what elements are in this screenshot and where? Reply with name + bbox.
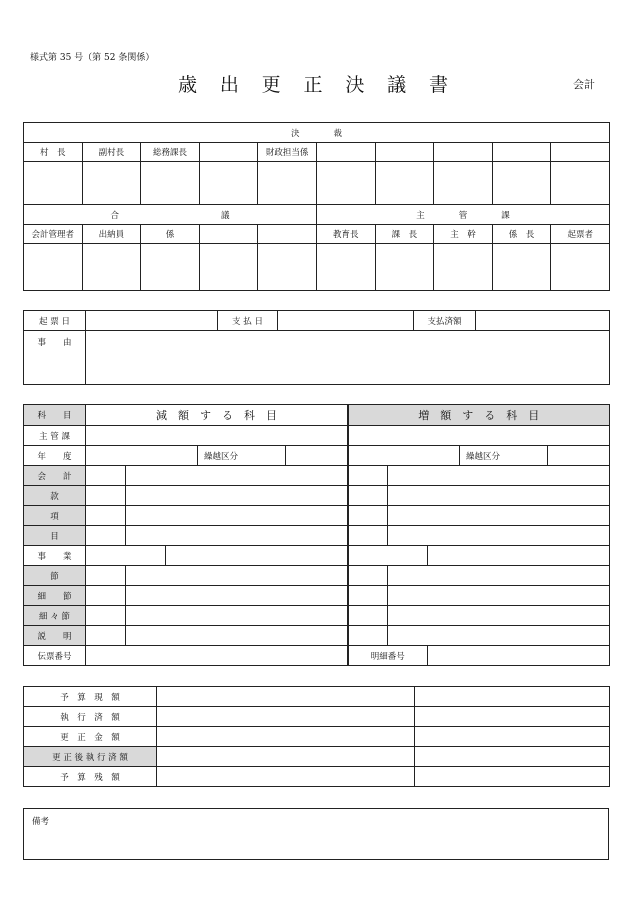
shiharai-zumi-label: 支払済額	[414, 311, 476, 331]
budget-decrease-field[interactable]	[157, 687, 415, 707]
meisai-field[interactable]	[428, 646, 610, 666]
dec-name-field[interactable]	[126, 606, 348, 626]
shiharai-bi-label: 支 払 日	[218, 311, 278, 331]
approver-label: 会計管理者	[24, 225, 83, 244]
inc-name-field[interactable]	[388, 566, 610, 586]
stamp-box[interactable]	[24, 244, 83, 291]
inc-jigyo-code[interactable]	[348, 546, 428, 566]
approver-label: 係 長	[492, 225, 551, 244]
dec-name-field[interactable]	[126, 486, 348, 506]
dec-nendo-field[interactable]	[86, 446, 198, 466]
stamp-box[interactable]	[434, 244, 493, 291]
dec-code-field[interactable]	[86, 566, 126, 586]
gougi-header: 合 議	[24, 205, 317, 225]
inc-shukan-field[interactable]	[348, 426, 610, 446]
stamp-box[interactable]	[82, 162, 141, 205]
dec-name-field[interactable]	[126, 506, 348, 526]
inc-kurikoshi-label: 繰越区分	[460, 446, 548, 466]
dec-shukan-field[interactable]	[86, 426, 348, 446]
decrease-header: 減 額 す る 科 目	[86, 405, 348, 426]
stamp-box[interactable]	[434, 162, 493, 205]
budget-table	[23, 686, 610, 787]
subject-row-label: 主 管 課	[24, 426, 86, 446]
dec-kurikoshi-field[interactable]	[286, 446, 348, 466]
title-char: 書	[428, 74, 448, 96]
jiyu-field[interactable]	[86, 331, 610, 385]
subject-row-label: 細 節	[24, 586, 86, 606]
subject-row-label: 会 計	[24, 466, 86, 486]
budget-increase-field[interactable]	[415, 767, 610, 787]
budget-increase-field[interactable]	[415, 727, 610, 747]
kihyo-bi-field[interactable]	[86, 311, 218, 331]
approver-label	[258, 225, 317, 244]
approver-label: 起票者	[551, 225, 610, 244]
dec-name-field[interactable]	[126, 566, 348, 586]
approver-label: 係	[141, 225, 200, 244]
inc-code-field[interactable]	[348, 626, 388, 646]
stamp-box[interactable]	[258, 244, 317, 291]
subject-row-label: 伝票番号	[24, 646, 86, 666]
budget-row-label: 予 算 残 額	[24, 767, 157, 787]
shiharai-zumi-field[interactable]	[476, 311, 610, 331]
budget-increase-field[interactable]	[415, 687, 610, 707]
form-number: 様式第 35 号（第 52 条関係）	[30, 53, 155, 63]
approver-label: 出納員	[82, 225, 141, 244]
stamp-box[interactable]	[199, 244, 258, 291]
shiharai-bi-field[interactable]	[278, 311, 414, 331]
inc-code-field[interactable]	[348, 526, 388, 546]
title-char: 正	[303, 74, 323, 96]
stamp-box[interactable]	[375, 162, 434, 205]
title-char: 議	[387, 74, 407, 96]
inc-code-field[interactable]	[348, 586, 388, 606]
dec-name-field[interactable]	[126, 586, 348, 606]
approver-label	[316, 143, 375, 162]
budget-row-label: 予 算 現 額	[24, 687, 157, 707]
budget-increase-field[interactable]	[415, 747, 610, 767]
stamp-box[interactable]	[141, 244, 200, 291]
approver-label: 課 長	[375, 225, 434, 244]
dec-code-field[interactable]	[86, 606, 126, 626]
inc-name-field[interactable]	[388, 466, 610, 486]
stamp-box[interactable]	[316, 244, 375, 291]
dec-code-field[interactable]	[86, 486, 126, 506]
budget-decrease-field[interactable]	[157, 727, 415, 747]
approver-label: 総務課長	[141, 143, 200, 162]
approver-label	[375, 143, 434, 162]
approver-label: 主 幹	[434, 225, 493, 244]
memo-label: 備考	[32, 817, 50, 827]
page-title	[178, 70, 448, 97]
title-char: 歳	[178, 74, 198, 96]
title-char: 決	[345, 74, 365, 96]
dec-kurikoshi-label: 繰越区分	[198, 446, 286, 466]
approver-label	[551, 143, 610, 162]
budget-row-label: 執 行 済 額	[24, 707, 157, 727]
dec-jigyo-code[interactable]	[86, 546, 166, 566]
inc-name-field[interactable]	[388, 606, 610, 626]
budget-increase-field[interactable]	[415, 707, 610, 727]
dec-code-field[interactable]	[86, 626, 126, 646]
budget-decrease-field[interactable]	[157, 707, 415, 727]
subject-row-label: 節	[24, 566, 86, 586]
subjects-table	[23, 404, 610, 666]
denpyo-field[interactable]	[86, 646, 348, 666]
stamp-box[interactable]	[375, 244, 434, 291]
inc-code-field[interactable]	[348, 486, 388, 506]
subject-row-label: 項	[24, 506, 86, 526]
date-reason-table	[23, 310, 610, 385]
inc-code-field[interactable]	[348, 606, 388, 626]
stamp-box[interactable]	[199, 162, 258, 205]
stamp-box[interactable]	[492, 162, 551, 205]
subject-row-label: 目	[24, 526, 86, 546]
kihyo-bi-label: 起 票 日	[24, 311, 86, 331]
inc-name-field[interactable]	[388, 486, 610, 506]
inc-kurikoshi-field[interactable]	[548, 446, 610, 466]
subject-row-label: 事 業	[24, 546, 86, 566]
budget-decrease-field[interactable]	[157, 747, 415, 767]
stamp-box[interactable]	[24, 162, 83, 205]
meisai-label: 明細番号	[348, 646, 428, 666]
kessai-header: 決 裁	[24, 123, 610, 143]
approver-label	[492, 143, 551, 162]
shukan-header: 主 管 課	[316, 205, 609, 225]
stamp-box[interactable]	[551, 244, 610, 291]
dec-code-field[interactable]	[86, 526, 126, 546]
dec-name-field[interactable]	[126, 526, 348, 546]
increase-header: 増 額 す る 科 目	[348, 405, 610, 426]
memo-field[interactable]	[24, 809, 609, 860]
dec-name-field[interactable]	[126, 626, 348, 646]
inc-name-field[interactable]	[388, 586, 610, 606]
stamp-box[interactable]	[258, 162, 317, 205]
subject-row-label: 年 度	[24, 446, 86, 466]
inc-jigyo-name[interactable]	[428, 546, 610, 566]
jiyu-label: 事 由	[24, 331, 86, 385]
inc-code-field[interactable]	[348, 506, 388, 526]
kamoku-label: 科 目	[24, 405, 86, 426]
title-char: 更	[261, 74, 281, 96]
dec-code-field[interactable]	[86, 466, 126, 486]
approver-label: 財政担当係	[258, 143, 317, 162]
dec-code-field[interactable]	[86, 586, 126, 606]
inc-code-field[interactable]	[348, 566, 388, 586]
approver-label	[434, 143, 493, 162]
inc-name-field[interactable]	[388, 626, 610, 646]
inc-code-field[interactable]	[348, 466, 388, 486]
subject-row-label: 説 明	[24, 626, 86, 646]
budget-decrease-field[interactable]	[157, 767, 415, 787]
approver-label: 副村長	[82, 143, 141, 162]
approver-label: 村 長	[24, 143, 83, 162]
stamp-box[interactable]	[141, 162, 200, 205]
approver-label: 教育長	[316, 225, 375, 244]
budget-row-label: 更 正 金 額	[24, 727, 157, 747]
stamp-box[interactable]	[551, 162, 610, 205]
dec-name-field[interactable]	[126, 466, 348, 486]
approver-label	[199, 225, 258, 244]
approval-table	[23, 122, 610, 291]
budget-row-label: 更 正 後 執 行 済 額	[24, 747, 157, 767]
inc-name-field[interactable]	[388, 526, 610, 546]
memo-table	[23, 808, 609, 860]
subject-row-label: 細 々 節	[24, 606, 86, 626]
dec-jigyo-name[interactable]	[166, 546, 348, 566]
department-label: 会計	[573, 78, 595, 91]
inc-name-field[interactable]	[388, 506, 610, 526]
subject-row-label: 款	[24, 486, 86, 506]
dec-code-field[interactable]	[86, 506, 126, 526]
stamp-box[interactable]	[492, 244, 551, 291]
stamp-box[interactable]	[316, 162, 375, 205]
approver-label	[199, 143, 258, 162]
title-char: 出	[219, 74, 239, 96]
inc-nendo-field[interactable]	[348, 446, 460, 466]
stamp-box[interactable]	[82, 244, 141, 291]
